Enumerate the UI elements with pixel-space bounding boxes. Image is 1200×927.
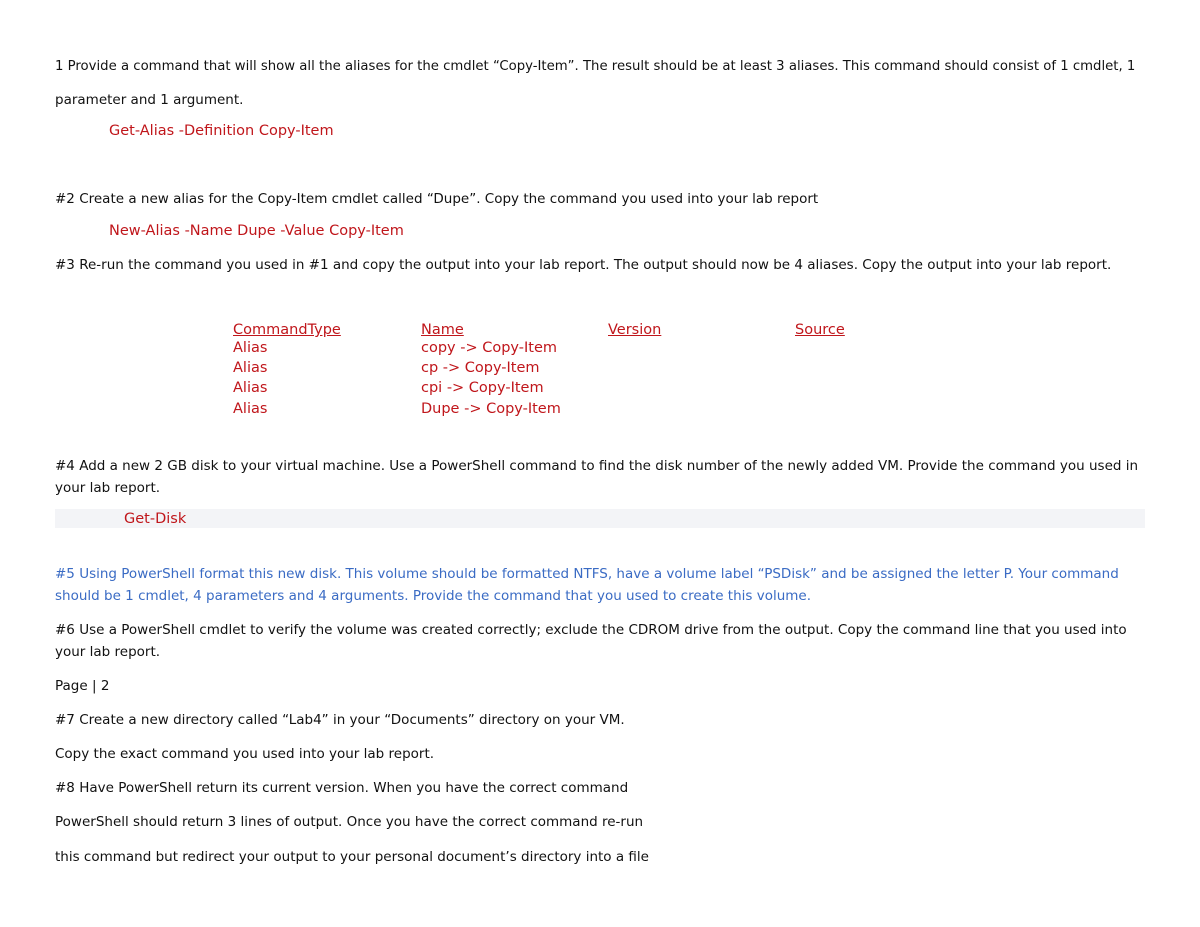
question-8-line-2: PowerShell should return 3 lines of output. Once you have the correct command re-run xyxy=(55,814,644,830)
question-4-line-2: your lab report. xyxy=(55,480,161,496)
table-row-1-name: copy -> Copy-Item xyxy=(421,340,557,356)
table-row-3-type: Alias xyxy=(233,380,268,396)
question-5-line-1: #5 Using PowerShell format this new disk. This volume should be formatted NTFS, have a volume label “PSDisk” and be assigned the letter P. Your command xyxy=(55,566,1119,582)
table-header-commandtype: CommandType xyxy=(233,322,341,338)
question-7-line-2: Copy the exact command you used into your lab report. xyxy=(55,746,435,762)
table-row-3-name: cpi -> Copy-Item xyxy=(421,380,544,396)
answer-2-command: New-Alias -Name Dupe -Value Copy-Item xyxy=(109,223,404,239)
question-1-line-1: 1 Provide a command that will show all the aliases for the cmdlet “Copy-Item”. The result should be at least 3 aliases. This command should consist of 1 cmdlet, 1 xyxy=(55,59,1136,74)
table-header-source: Source xyxy=(795,322,845,338)
answer-4-highlight xyxy=(55,509,1145,528)
answer-1-command: Get-Alias -Definition Copy-Item xyxy=(109,123,334,139)
question-8-line-3: this command but redirect your output to your personal document’s directory into a file xyxy=(55,849,649,865)
table-row-2-name: cp -> Copy-Item xyxy=(421,360,540,376)
table-row-1-type: Alias xyxy=(233,340,268,356)
question-1-line-2: parameter and 1 argument. xyxy=(55,92,244,108)
page-number-label: Page | 2 xyxy=(55,678,110,694)
question-7-line-1: #7 Create a new directory called “Lab4” in your “Documents” directory on your VM. xyxy=(55,712,625,728)
table-header-name: Name xyxy=(421,322,464,338)
table-header-version: Version xyxy=(608,322,662,338)
question-5-line-2: should be 1 cmdlet, 4 parameters and 4 arguments. Provide the command that you used to create this volume. xyxy=(55,588,812,604)
question-4-line-1: #4 Add a new 2 GB disk to your virtual machine. Use a PowerShell command to find the disk number of the newly added VM. Provide the command you used in xyxy=(55,458,1139,474)
table-row-2-type: Alias xyxy=(233,360,268,376)
question-3-text: #3 Re-run the command you used in #1 and copy the output into your lab report. The output should now be 4 aliases. Copy the output into your lab report. xyxy=(55,257,1112,273)
question-8-line-1: #8 Have PowerShell return its current version. When you have the correct command xyxy=(55,780,629,796)
table-row-4-name: Dupe -> Copy-Item xyxy=(421,401,561,417)
question-2-text: #2 Create a new alias for the Copy-Item cmdlet called “Dupe”. Copy the command you used into your lab report xyxy=(55,191,819,207)
table-row-4-type: Alias xyxy=(233,401,268,417)
question-6-line-1: #6 Use a PowerShell cmdlet to verify the volume was created correctly; exclude the CDROM drive from the output. Copy the command line that you used into xyxy=(55,622,1127,638)
question-6-line-2: your lab report. xyxy=(55,644,161,660)
answer-4-command: Get-Disk xyxy=(124,511,187,527)
